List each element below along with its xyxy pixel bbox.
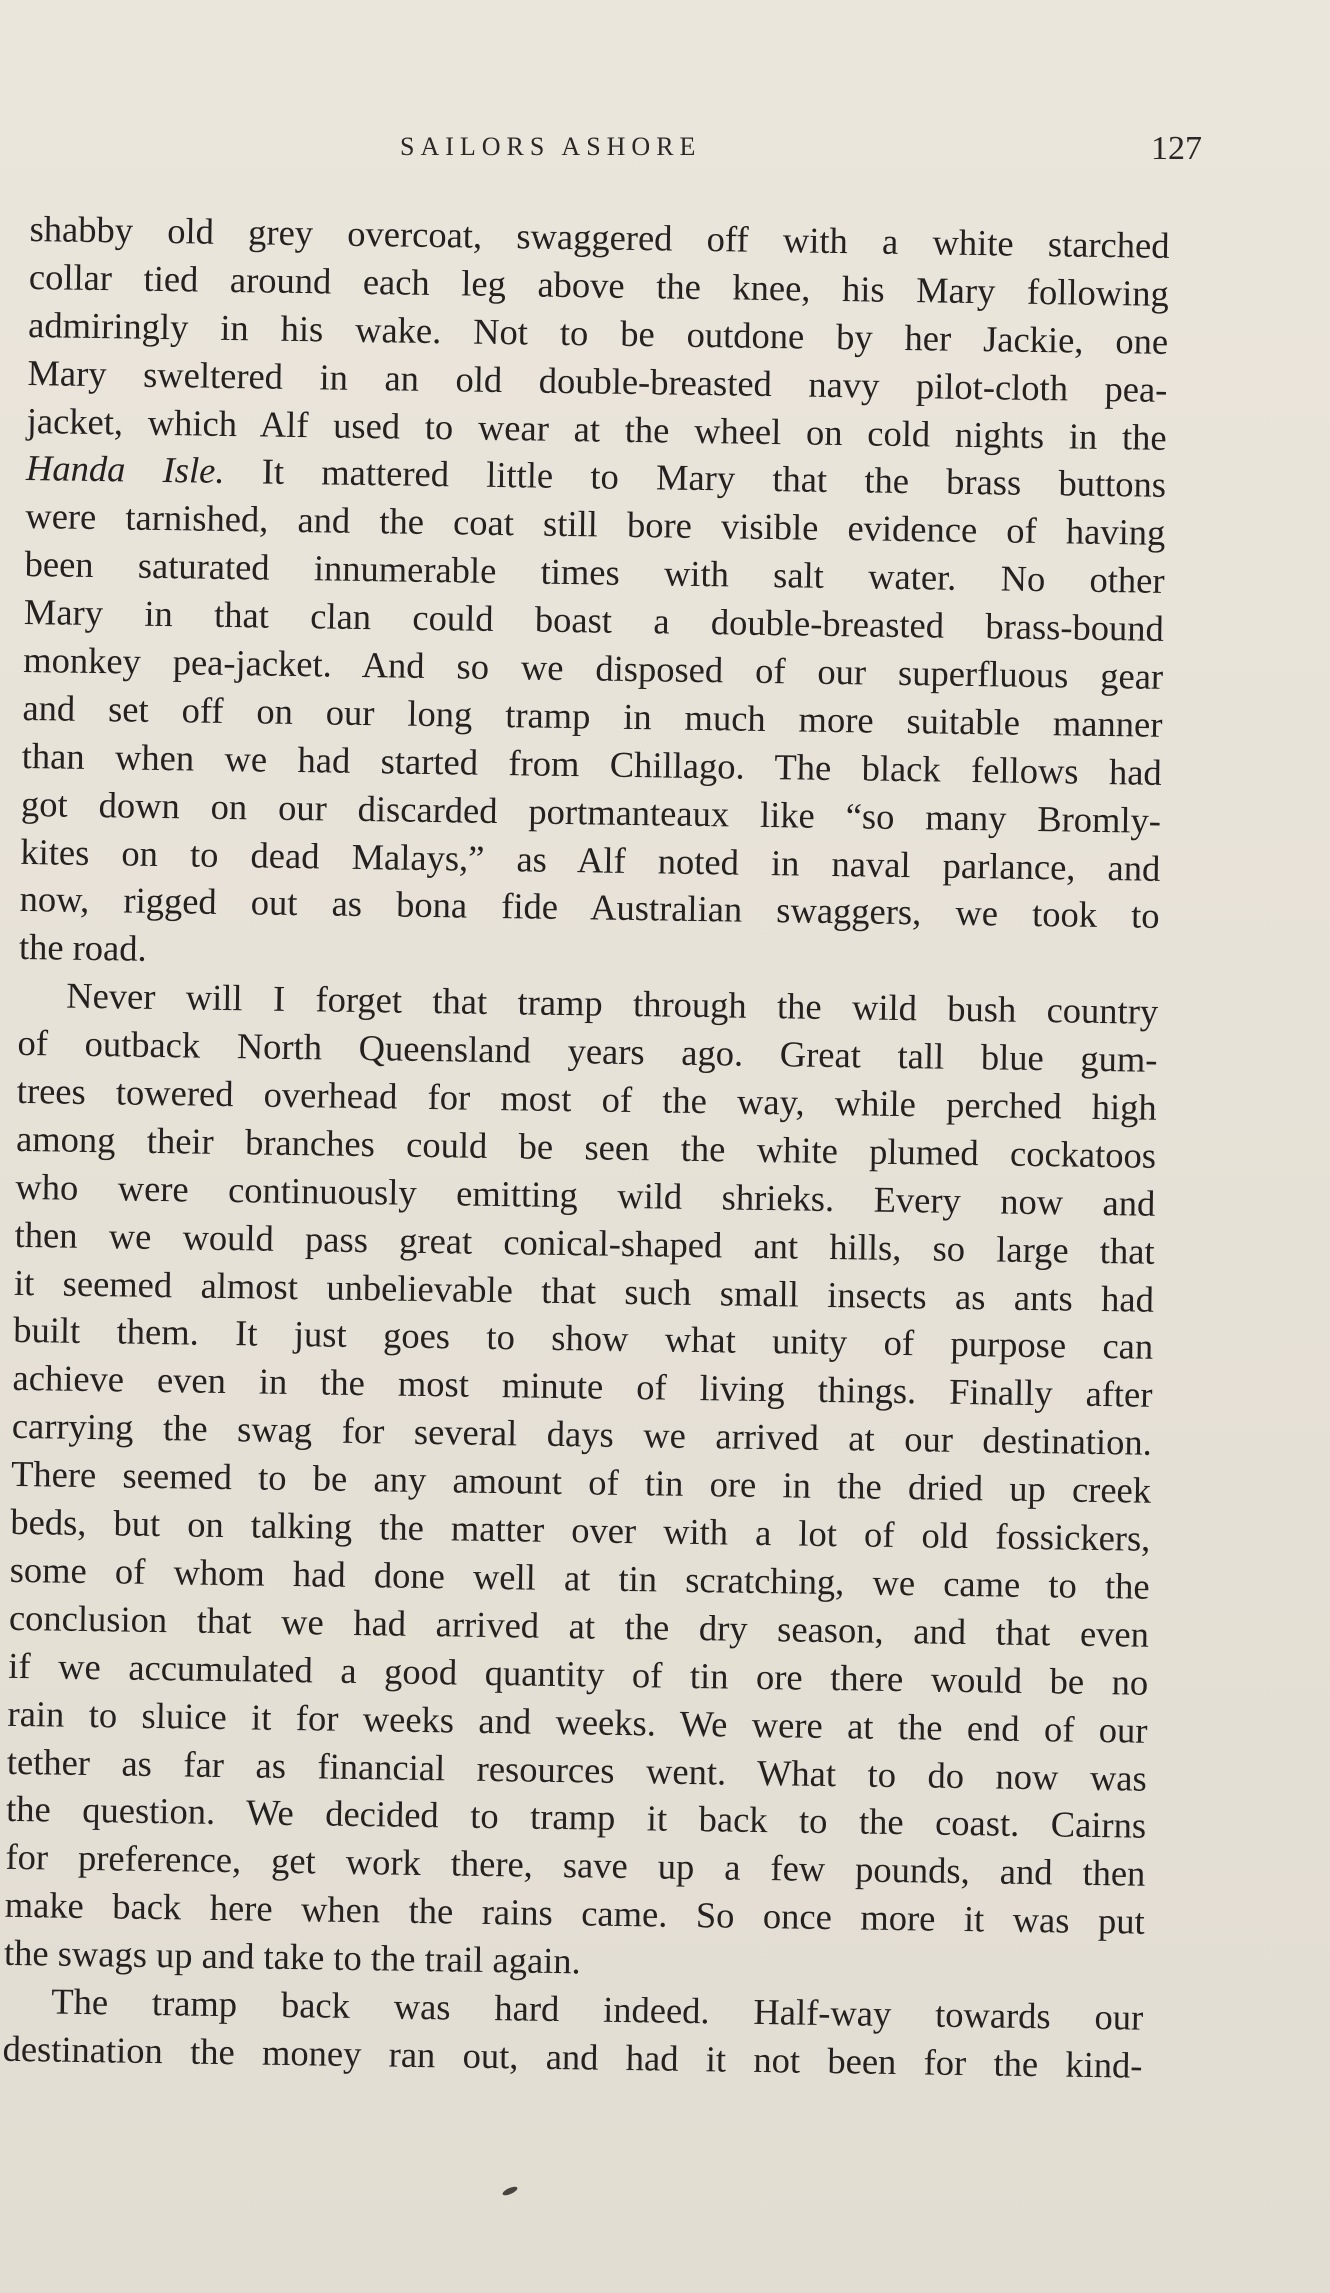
text-line: now, rigged out as bona fide Australian swaggers, we took to xyxy=(19,878,1160,937)
text-line: built them. It just goes to show what unity of purpose can xyxy=(13,1309,1154,1368)
text-line: monkey pea-jacket. And so we disposed of our superfluous gear xyxy=(22,638,1164,697)
text-line: collar tied around each leg above the knee, his Mary following xyxy=(28,255,1170,314)
text-line: trees towered overhead for most of the way, while perched high xyxy=(16,1069,1158,1128)
text-line: Mary sweltered in an old double-breasted navy pilot-cloth pea- xyxy=(27,351,1168,410)
ship-name: Handa Isle. xyxy=(25,447,225,492)
paragraph xyxy=(2,1977,1143,2090)
text-line: some of whom had done well at tin scratching, we came to the xyxy=(9,1548,1150,1607)
text-line: shabby old grey overcoat, swaggered off with a white starched xyxy=(29,207,1170,266)
text-line: make back here when the rains came. So once more it was put xyxy=(4,1883,1145,1942)
text-line: of outback North Queensland years ago. Great tall blue gum- xyxy=(17,1022,1158,1080)
text-line: the question. We decided to tramp it back to the coast. Cairns xyxy=(5,1788,1147,1847)
running-head xyxy=(30,132,1330,172)
page-number: 127 xyxy=(1151,130,1202,167)
body-text xyxy=(2,205,1170,2089)
text-line: beds, but on talking the matter over with a lot of old fossickers, xyxy=(10,1500,1151,1559)
text-line: admiringly in his wake. Not to be outdone by her Jackie, one xyxy=(27,303,1169,362)
text-line: tether as far as financial resources went. What to do now was xyxy=(6,1740,1148,1799)
text-line: among their branches could be seen the white plumed cockatoos xyxy=(15,1117,1157,1176)
text-line: The tramp back was hard indeed. Half-way towards our xyxy=(51,1980,1144,2038)
text-line: carrying the swag for several days we arrived at our destination. xyxy=(11,1405,1153,1464)
text-line: who were continuously emitting wild shrieks. Every now and xyxy=(15,1165,1156,1224)
text-line: were tarnished, and the coat still bore visible evidence of having xyxy=(25,495,1166,554)
text-line: Never will I forget that tramp through the wild bush country xyxy=(65,974,1159,1033)
paragraph xyxy=(19,205,1170,988)
text-line: it seemed almost unbelievable that such small insects as ants had xyxy=(13,1261,1155,1320)
text-line: There seemed to be any amount of tin ore in the dried up creek xyxy=(10,1453,1152,1511)
text-line: the road. xyxy=(18,926,147,970)
text-line: achieve even in the most minute of living things. Finally after xyxy=(12,1357,1153,1416)
ink-speck xyxy=(501,2185,518,2197)
text-line: destination the money ran out, and had it not been for the kind- xyxy=(2,2027,1143,2086)
text-line: then we would pass great conical-shaped ant hills, so large that xyxy=(14,1213,1155,1272)
text-line: conclusion that we had arrived at the dry season, and that even xyxy=(8,1596,1150,1655)
text-line: and set off on our long tramp in much more suitable manner xyxy=(22,686,1163,745)
text-line: rain to sluice it for weeks and weeks. We were at the end of our xyxy=(7,1692,1148,1751)
text-line: the swags up and take to the trail again. xyxy=(3,1931,582,1982)
running-head-title: SAILORS ASHORE xyxy=(400,132,702,161)
text-line: been saturated innumerable times with salt water. No other xyxy=(24,543,1165,602)
text-line: jacket, which Alf used to wear at the wheel on cold nights in the xyxy=(26,399,1167,458)
text-line: for preference, get work there, save up a few pounds, and then xyxy=(5,1836,1146,1895)
text-line: if we accumulated a good quantity of tin ore there would be no xyxy=(8,1644,1149,1703)
text-line: Handa Isle. It mattered little to Mary that the brass buttons xyxy=(25,447,1167,506)
text-line: Mary in that clan could boast a double-breasted brass-bound xyxy=(23,591,1165,649)
paragraph xyxy=(4,971,1159,1994)
text-line: kites on to dead Malays,” as Alf noted in naval parlance, and xyxy=(20,830,1161,889)
text-line: than when we had started from Chillago. The black fellows had xyxy=(21,734,1163,793)
text-line: got down on our discarded portmanteaux like “so many Bromly- xyxy=(20,782,1162,841)
